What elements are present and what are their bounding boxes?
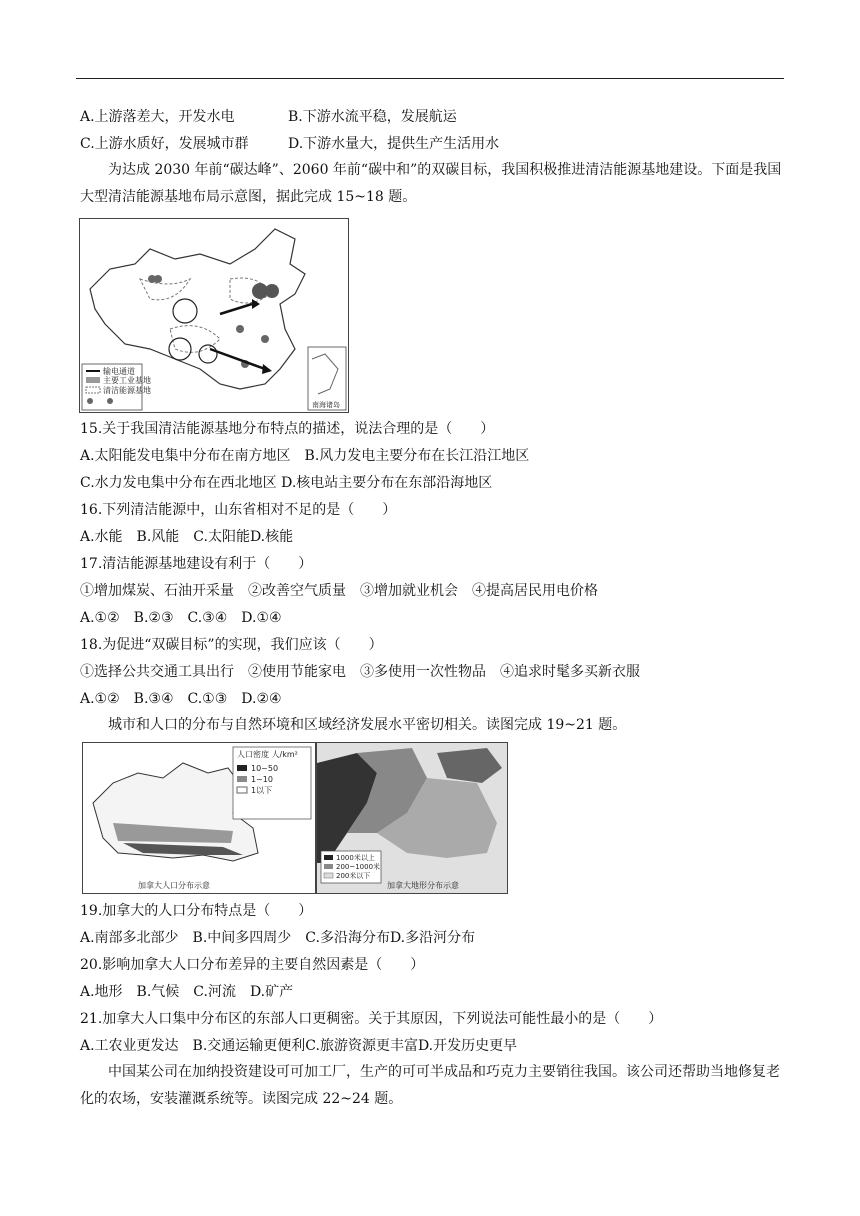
canada-terrain-map [316,742,508,894]
q14-option-d: D.下游水量大，提供生产生活用水 [288,136,500,152]
q14-option-a: A.上游落差大，开发水电 [80,109,235,125]
q18-items: ①选择公共交通工具出行 ②使用节能家电 ③多使用一次性物品 ④追求时髦多买新衣服 [80,664,640,680]
intro-15-18: 为达成 2030 年前“碳达峰”、2060 年前“碳中和”的双碳目标，我国积极推进清洁能源基地建设。下面是我国大型清洁能源基地布局示意图，据此完成 15~18 题。 [80,162,782,205]
map2-legend-1: 10~50 [251,764,279,773]
q15-stem: 15.关于我国清洁能源基地分布特点的描述，说法合理的是（ ） [80,421,495,437]
map1-inset-label: 南海诸岛 [312,401,340,409]
map3-legend-2: 200~1000米 [336,863,381,871]
q21-options: A.工农业更发达 B.交通运输更便利C.旅游资源更丰富D.开发历史更早 [80,1038,518,1054]
map3-legend-1: 1000米以上 [336,854,375,862]
map1-legend-2: 主要工业基地 [103,376,151,385]
q16-options: A.水能 B.风能 C.太阳能D.核能 [80,529,294,545]
q18-options: A.①② B.③④ C.①③ D.②④ [80,691,282,707]
intro-19-21: 城市和人口的分布与自然环境和区域经济发展水平密切相关。读图完成 19~21 题。 [108,717,627,733]
intro-22-24: 中国某公司在加纳投资建设可可加工厂，生产的可可半成品和巧克力主要销往我国。该公司还帮助当地修复老化的农场，安装灌溉系统等。读图完成 22~24 题。 [80,1064,780,1107]
q18-stem: 18.为促进“双碳目标”的实现，我们应该（ ） [80,637,383,653]
map2-legend-2: 1~10 [251,775,273,784]
map1-legend-3: 清洁能源基地 [103,386,151,395]
q15-options-cd: C.水力发电集中分布在西北地区 D.核电站主要分布在东部沿海地区 [80,475,493,491]
q20-stem: 20.影响加拿大人口分布差异的主要自然因素是（ ） [80,957,425,973]
map1-legend-1: 输电通道 [103,367,135,376]
map2-legend-title: 人口密度 人/km² [237,750,298,759]
map2-caption-left: 加拿大人口分布示意 [138,881,210,890]
q17-items: ①增加煤炭、石油开采量 ②改善空气质量 ③增加就业机会 ④提高居民用电价格 [80,583,598,599]
china-energy-map-graphic [80,219,348,412]
q14-option-c: C.上游水质好，发展城市群 [80,136,249,152]
q16-stem: 16.下列清洁能源中，山东省相对不足的是（ ） [80,502,397,518]
header-rule [76,78,784,79]
canada-population-map-graphic [83,743,315,893]
china-energy-map [79,218,349,413]
q20-options: A.地形 B.气候 C.河流 D.矿产 [80,984,294,1000]
q14-option-b: B.下游水流平稳，发展航运 [288,109,457,125]
map3-legend-3: 200米以下 [336,872,371,880]
canada-population-map [82,742,316,894]
q14-options-row1 [80,108,457,126]
q19-options: A.南部多北部少 B.中间多四周少 C.多沿海分布D.多沿河分布 [80,930,476,946]
q14-options-row2 [80,135,499,153]
canada-terrain-map-graphic [317,743,507,893]
map2-caption-right: 加拿大地形分布示意 [387,881,459,890]
q19-stem: 19.加拿大的人口分布特点是（ ） [80,903,313,919]
q17-options: A.①② B.②③ C.③④ D.①④ [80,610,282,626]
q17-stem: 17.清洁能源基地建设有利于（ ） [80,556,313,572]
q15-options-ab: A.太阳能发电集中分布在南方地区 B.风力发电主要分布在长江沿江地区 [80,448,530,464]
map2-legend-3: 1以下 [251,786,273,795]
q21-stem: 21.加拿大人口集中分布区的东部人口更稠密。关于其原因，下列说法可能性最小的是（ ） [80,1011,663,1027]
